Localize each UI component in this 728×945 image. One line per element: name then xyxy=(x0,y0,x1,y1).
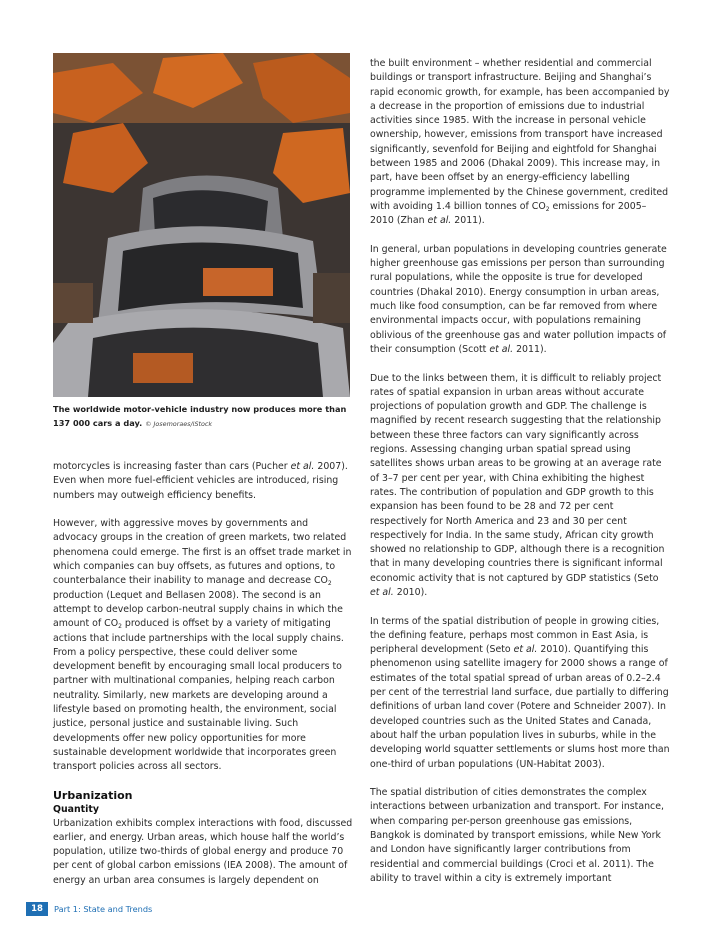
right-text-column xyxy=(370,57,670,886)
right-paragraph-1: the built environment – whether residential and commercial buildings or transport infrastructure. Beijing and Shanghai’s rapid economic growth, for example, has been accompanied by a decrease in the proportion of emissions due to industrial activities since 1985. With the increase in personal vehicle ownership, however, emissions from transport have increased significantly, sevenfold for Beijing and eightfold for Shanghai between 1985 and 2006 (Dhakal 2009). This increase may, in part, have been offset by an energy-efficiency labelling programme implemented by the Chinese government, credited with avoiding 1.4 billion tonnes of $CO_2$ emissions for 2005–2010 (Zhan et al. 2011). xyxy=(370,58,670,227)
photo-caption-text: The worldwide motor-vehicle industry now produces more than 137 000 cars a day. xyxy=(53,404,347,428)
page-number: 18 xyxy=(26,902,48,916)
subsection-heading-quantity: Quantity xyxy=(53,803,99,815)
section-heading-urbanization: Urbanization xyxy=(53,788,133,802)
photo-caption xyxy=(53,402,353,431)
right-paragraph-2: In general, urban populations in developing countries generate higher greenhouse gas emissions per person than surrounding rural populations, while the opposite is true for developed countries (Dhakal 2010). Energy consumption in urban areas, much like food consumption, can be far removed from where environmental impacts occur, with populations remaining oblivious of the greenhouse gas and water pollution impacts of their consumption (Scott et al. 2011). xyxy=(370,243,667,355)
left-text-column xyxy=(53,460,353,888)
car-assembly-illustration xyxy=(53,53,350,397)
car-factory-photo xyxy=(53,53,350,397)
page-footer xyxy=(0,902,728,916)
left-paragraph-3: Urbanization exhibits complex interactions with food, discussed earlier, and energy. Urban areas, which house half the world’s population, utilize two-thirds of global energy and produce 70 per cent of global carbon emissions (IEA 2008). The amount of energy an urban area consumes is largely dependent on xyxy=(53,817,353,886)
part-label: Part 1: State and Trends xyxy=(54,904,153,914)
left-paragraph-1: motorcycles is increasing faster than cars (Pucher et al. 2007). Even when more fuel-efficient vehicles are introduced, rising numbers may outweigh efficiency benefits. xyxy=(53,461,348,501)
right-paragraph-3: Due to the links between them, it is difficult to reliably project rates of spatial expansion in urban areas without accurate projections of population growth and GDP. The challenge is magnified by recent research suggesting that the relationship between these three factors can vary significantly across regions. Assessing changing urban spatial spread using satellites shows urban areas to be growing at an average rate of 3–7 per cent per year, with China exhibiting the highest rates. The contribution of population and GDP growth to this expansion has been found to be 28 and 72 per cent respectively for North America and 23 and 30 per cent respectively for India. In the same study, African city growth showed no relationship to GDP, although there is a recognition that in many developing countries there is significant informal economic activity that is not captured by GDP statistics (Seto et al. 2010). xyxy=(370,372,665,598)
photo-credit: © Josemoraes/iStock xyxy=(145,420,213,428)
left-paragraph-2: However, with aggressive moves by governments and advocacy groups in the creation of green markets, two related phenomena could emerge. The first is an offset trade market in which companies can buy offsets, as futures and options, to counterbalance their inability to manage and decrease $CO_2$ production (Lequet and Bellasen 2008). The second is an attempt to develop carbon-neutral supply chains in which the amount of $CO_2$ produced is offset by a variety of mitigating actions that include partnerships with the local supply chains. From a policy perspective, these could deliver some development benefit by encouraging small local producers to partner with multinational companies, helping reach carbon neutrality. Similarly, new markets are developing around a lifestyle based on promoting health, the environment, social justice, personal justice and sustainable living. Such developments offer new policy opportunities for more sustainable development worldwide that incorporates green transport policies across all sectors. xyxy=(53,518,352,773)
right-paragraph-4: In terms of the spatial distribution of people in growing cities, the defining feature, perhaps most common in East Asia, is peripheral development (Seto et al. 2010). Quantifying this phenomenon using satellite imagery for 2000 shows a range of estimates of the total spatial spread of urban areas of 0.2–2.4 per cent of the terrestrial land surface, due partially to differing definitions of urban land cover (Potere and Schneider 2007). In developed countries such as the United States and Canada, about half the urban population lives in suburbs, while in the developing world squatter settlements or slums host more than one-third of urban populations (UN-Habitat 2003). xyxy=(370,615,670,770)
right-paragraph-5: The spatial distribution of cities demonstrates the complex interactions between urbanization and transport. For instance, when comparing per-person greenhouse gas emissions, Bangkok is dominated by transport emissions, while New York and London have significantly larger contributions from residential and commercial buildings (Croci et al. 2011). The ability to travel within a city is extremely important xyxy=(370,787,664,884)
